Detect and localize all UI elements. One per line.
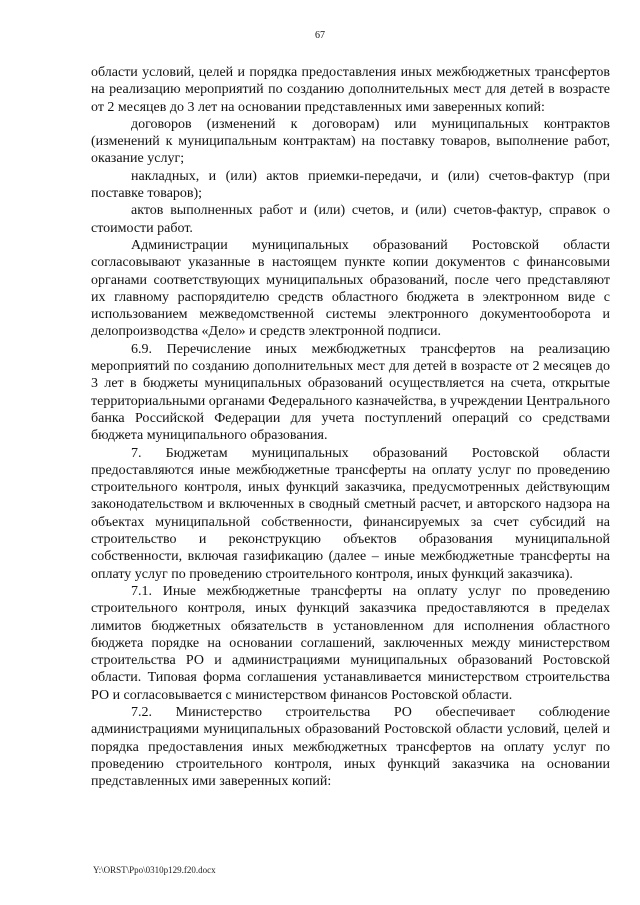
paragraph-7: 7. Бюджетам муниципальных образований Ростовской области предоставляются иные межбюджетные трансферты на оплату услуг по проведению строительного контроля, иных функций заказчика, предусмотренных действующим законодательством и включенных в сводный сметный расчет, и авторского надзора на объектах муниципальной собственности, финансируемых за счет субсидий на строительство и реконструкцию объектов образования муниципальной собственности, включая газификацию (далее – иные межбюджетные трансферты на оплату услуг по проведению строительного контроля, иных функций заказчика). — [91, 445, 610, 582]
footer-file-path: Y:\ORST\Ppo\0310p129.f20.docx — [93, 865, 216, 875]
paragraph-6-9: 6.9. Перечисление иных межбюджетных трансфертов на реализацию мероприятий по созданию дополнительных мест для детей в возрасте от 2 месяцев до 3 лет в бюджеты муниципальных образований осуществляется на счета, открытые территориальными органами Федерального казначейства, в учреждении Центрального банка Российской Федерации для учета поступлений операций со средствами бюджета муниципального образования. — [91, 341, 610, 444]
paragraph-7-2: 7.2. Министерство строительства РО обеспечивает соблюдение администрациями муниципальных образований Ростовской области условий, целей и порядка предоставления иных межбюджетных трансфертов на оплату услуг по проведению строительного контроля, иных функций заказчика на основании представленных ими заверенных копий: — [91, 704, 610, 790]
page-number: 67 — [315, 30, 325, 41]
paragraph-invoices: накладных, и (или) актов приемки-передачи, и (или) счетов-фактур (при поставке товаров); — [91, 168, 610, 202]
paragraph-acts: актов выполненных работ и (или) счетов, и (или) счетов-фактур, справок о стоимости работ. — [91, 203, 610, 236]
document-body — [91, 64, 610, 790]
paragraph-contracts: договоров (изменений к договорам) или муниципальных контрактов (изменений к муниципальным контрактам) на поставку товаров, выполнение работ, оказание услуг; — [91, 116, 610, 167]
paragraph-7-1: 7.1. Иные межбюджетные трансферты на оплату услуг по проведению строительного контроля, иных функций заказчика предоставляются в пределах лимитов бюджетных обязательств в установленном для исполнения областного бюджета порядке на основании соглашений, заключенных между министерством строительства РО и администрациями муниципальных образований Ростовской области. Типовая форма соглашения устанавливается министерством строительства РО и согласовывается с министерством финансов Ростовской области. — [91, 583, 610, 703]
paragraph-continuation: области условий, целей и порядка предоставления иных межбюджетных трансфертов на реализацию мероприятий по созданию дополнительных мест для детей в возрасте от 2 месяцев до 3 лет на основании представленных ими заверенных копий: — [91, 65, 610, 115]
paragraph-administrations: Администрации муниципальных образований Ростовской области согласовывают указанные в настоящем пункте копии документов с финансовыми органами соответствующих муниципальных образований, после чего представляют их главному распорядителю средств областного бюджета в электронном виде с использованием межведомственной системы электронного документооборота и делопроизводства «Дело» и средств электронной подписи. — [91, 237, 610, 340]
